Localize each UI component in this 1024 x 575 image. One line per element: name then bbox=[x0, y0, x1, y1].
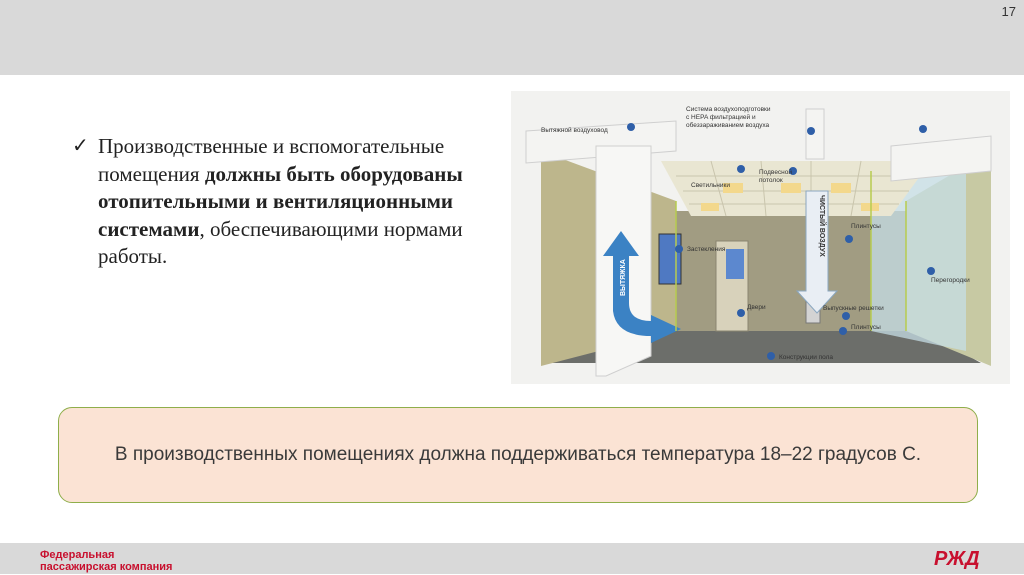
label-floor: Конструкции пола bbox=[779, 354, 834, 361]
label-glazing: Застекления bbox=[687, 246, 726, 253]
page-number: 17 bbox=[1001, 4, 1016, 19]
company-line-1: Федеральная bbox=[40, 549, 115, 561]
label-exhaust-duct: Вытяжной воздуховод bbox=[541, 127, 608, 134]
cleanroom-illustration bbox=[511, 91, 1010, 384]
bullet-text-regular: Производственные и вспомогательные помещения bbox=[98, 134, 445, 186]
callout-text: В производственных помещениях должна поддерживаться температура 18–22 градусов С. bbox=[114, 444, 922, 465]
bullet-text bbox=[98, 133, 472, 271]
company-name bbox=[40, 549, 172, 573]
label-lamps: Светильники bbox=[691, 182, 730, 189]
checkmark-icon: ✓ bbox=[72, 133, 89, 157]
bullet-item bbox=[72, 133, 472, 271]
label-ceiling-1: Подвесной bbox=[759, 169, 793, 176]
label-plinths-bottom: Плинтусы bbox=[851, 324, 881, 331]
label-partitions: Перегородки bbox=[931, 277, 970, 284]
logo-text: РЖД bbox=[934, 548, 980, 570]
label-system-2: с HEPA фильтрацией и bbox=[686, 114, 756, 121]
label-system-1: Система воздухоподготовки bbox=[686, 106, 771, 113]
rzd-logo bbox=[932, 546, 996, 575]
label-ceiling-2: потолок bbox=[759, 177, 783, 184]
label-plinths-top: Плинтусы bbox=[851, 223, 881, 230]
label-clean-air: ЧИСТЫЙ ВОЗДУХ bbox=[818, 195, 825, 257]
label-exhaust: ВЫТЯЖКА bbox=[620, 259, 627, 296]
company-line-2: пассажирская компания bbox=[40, 561, 173, 573]
header-band bbox=[0, 0, 1024, 75]
temperature-callout bbox=[58, 407, 978, 503]
label-doors: Двери bbox=[747, 304, 766, 311]
bullet-text-end: , обеспечивающими нормами работы. bbox=[98, 216, 463, 268]
bullet-text-bold: должны быть оборудованы отопительными и вентиляционными системами bbox=[98, 161, 463, 241]
label-system-3: обеззараживанием воздуха bbox=[686, 122, 770, 129]
label-outlet-grilles: Выпускные решетки bbox=[823, 305, 884, 312]
